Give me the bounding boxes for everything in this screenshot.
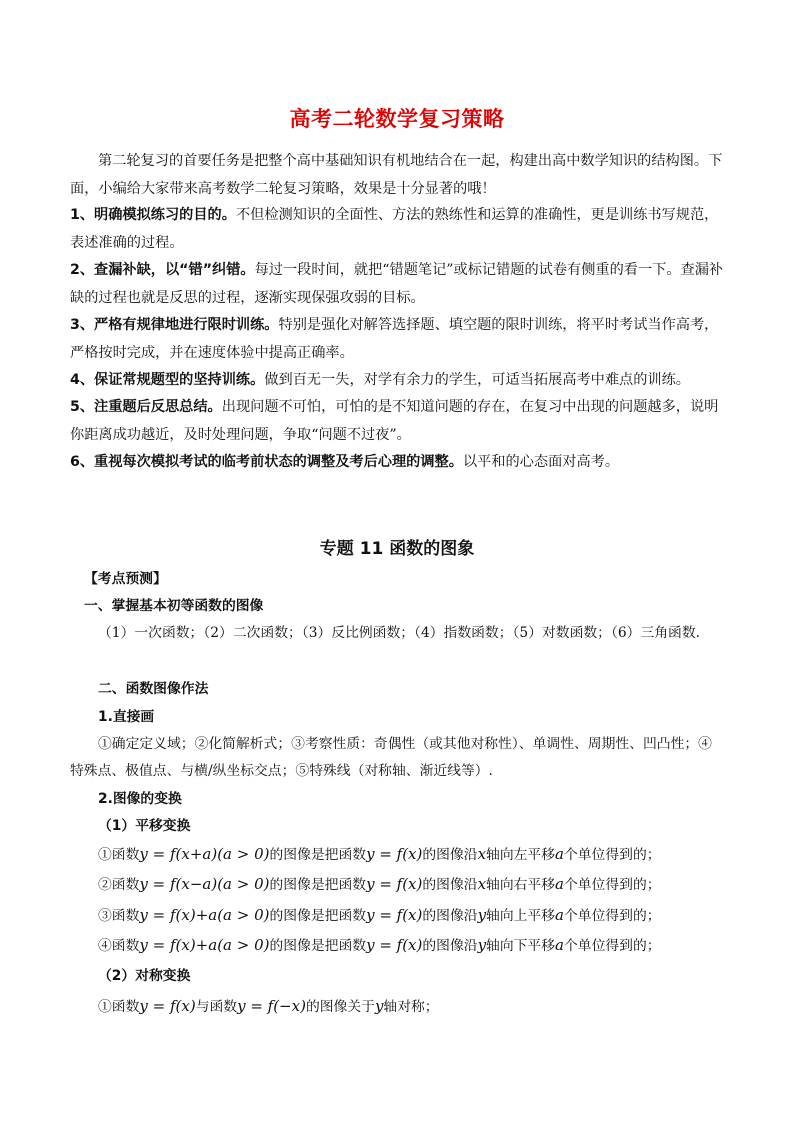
- formula: y = f(x)+a(a > 0): [139, 906, 270, 924]
- item-text: 的图像沿: [422, 877, 478, 893]
- axis-variable: y: [374, 997, 384, 1015]
- axis-variable: x: [477, 875, 487, 893]
- section-2-title: 二、函数图像作法: [98, 681, 209, 697]
- strategy-body: 以平和的心态面对高考。: [462, 454, 620, 470]
- item-text: 的图像是把函数: [269, 877, 367, 893]
- strategy-item-6: [70, 449, 725, 477]
- formula: y = f(x−a)(a > 0): [139, 875, 270, 893]
- item-text: 个单位得到的；: [563, 847, 661, 863]
- shift-item-4: [98, 932, 758, 960]
- strategy-item-1: [70, 202, 725, 257]
- item-text: 轴向上平移: [486, 908, 556, 924]
- topic-title: 专题 11 函数的图象: [319, 539, 475, 559]
- strategy-head: 6、重视每次模拟考试的临考前状态的调整及考后心理的调整。: [70, 454, 463, 470]
- item-text: 轴向左平移: [486, 847, 556, 863]
- strategy-head: 2、查漏补缺，以“错”纠错。: [70, 262, 255, 278]
- strategy-body: 做到百无一失，对学有余力的学生，可适当拓展高考中难点的训练。: [264, 372, 690, 388]
- item-text: 轴向下平移: [486, 938, 556, 954]
- subsection-1-title: 1.直接画: [98, 709, 155, 725]
- strategy-item-5: [70, 394, 725, 449]
- item-text: 轴向右平移: [486, 877, 556, 893]
- item-text: 的图像沿: [422, 908, 478, 924]
- strategy-body: 出现问题不可怕，可怕的是不知道问题的存在，在复习中出现的问题越多，说明你距离成功越近，及时处理问题，争取“问题不过夜”。: [70, 399, 719, 443]
- formula: y = f(x): [366, 936, 423, 954]
- shift-transform-title: （1）平移变换: [98, 818, 191, 834]
- item-text: 的图像沿: [422, 938, 478, 954]
- shift-variable: a: [555, 845, 564, 863]
- subsection-2-title: 2.图像的变换: [98, 791, 182, 807]
- subsection-1-body: ①确定定义域；②化简解析式；③考察性质：奇偶性（或其他对称性）、单调性、周期性、凹凸性；④特殊点、极值点、与横/纵坐标交点；⑤特殊线（对称轴、渐近线等）.: [70, 736, 712, 779]
- strategy-body: 每过一段时间，就把“错题笔记”或标记错题的试卷有侧重的看一下。查漏补缺的过程也就是反思的过程，逐渐实现保强攻弱的目标。: [70, 262, 724, 306]
- formula: y = f(x+a)(a > 0): [139, 845, 270, 863]
- item-text: ②函数: [98, 877, 140, 893]
- formula: y = f(−x): [237, 997, 306, 1015]
- item-text: 个单位得到的；: [563, 938, 661, 954]
- strategy-head: 1、明确模拟练习的目的。: [70, 207, 236, 223]
- item-text: ④函数: [98, 938, 140, 954]
- item-text: 的图像是把函数: [269, 908, 367, 924]
- strategy-body: 不但检测知识的全面性、方法的熟练性和运算的准确性，更是训练书写规范，表述准确的过程。: [70, 207, 719, 251]
- formula: y = f(x): [366, 845, 423, 863]
- section-label: 【考点预测】: [84, 571, 167, 587]
- item-text: 与函数: [195, 999, 238, 1015]
- axis-variable: y: [477, 936, 487, 954]
- strategy-item-4: [70, 367, 725, 395]
- formula: y = f(x): [366, 906, 423, 924]
- shift-variable: a: [555, 936, 564, 954]
- section-1-body: （1）一次函数；（2）二次函数；（3）反比例函数；（4）指数函数；（5）对数函数；（6）三角函数.: [98, 625, 701, 641]
- intro-paragraph: 第二轮复习的首要任务是把整个高中基础知识有机地结合在一起，构建出高中数学知识的结构图。下面，小编给大家带来高考数学二轮复习策略，效果是十分显著的哦！: [70, 153, 723, 197]
- item-text: 轴对称；: [383, 999, 439, 1015]
- item-text: ①函数: [98, 999, 140, 1015]
- item-text: 个单位得到的；: [563, 908, 661, 924]
- strategy-item-3: [70, 312, 725, 367]
- strategy-item-2: [70, 257, 725, 312]
- strategy-head: 3、严格有规律地进行限时训练。: [70, 317, 279, 333]
- symmetry-item-1: [98, 993, 758, 1021]
- item-text: 个单位得到的；: [563, 877, 661, 893]
- formula: y = f(x)+a(a > 0): [139, 936, 270, 954]
- item-text: ③函数: [98, 908, 140, 924]
- item-text: 的图像关于: [305, 999, 375, 1015]
- shift-variable: a: [555, 875, 564, 893]
- shift-item-1: [98, 841, 758, 869]
- axis-variable: y: [477, 906, 487, 924]
- item-text: 的图像沿: [422, 847, 478, 863]
- strategy-body: 特别是强化对解答选择题、填空题的限时训练，将平时考试当作高考，严格按时完成，并在速度体验中提高正确率。: [70, 317, 719, 361]
- section-1-title: 一、掌握基本初等函数的图像: [84, 598, 264, 614]
- shift-variable: a: [555, 906, 564, 924]
- shift-item-3: [98, 902, 758, 930]
- formula: y = f(x): [366, 875, 423, 893]
- shift-item-2: [98, 871, 758, 899]
- page-title: 高考二轮数学复习策略: [289, 107, 505, 131]
- symmetry-transform-title: （2）对称变换: [98, 968, 191, 984]
- item-text: 的图像是把函数: [269, 938, 367, 954]
- formula: y = f(x): [139, 997, 196, 1015]
- item-text: ①函数: [98, 847, 140, 863]
- strategy-head: 5、注重题后反思总结。: [70, 399, 222, 415]
- axis-variable: x: [477, 845, 487, 863]
- item-text: 的图像是把函数: [269, 847, 367, 863]
- strategy-head: 4、保证常规题型的坚持训练。: [70, 372, 265, 388]
